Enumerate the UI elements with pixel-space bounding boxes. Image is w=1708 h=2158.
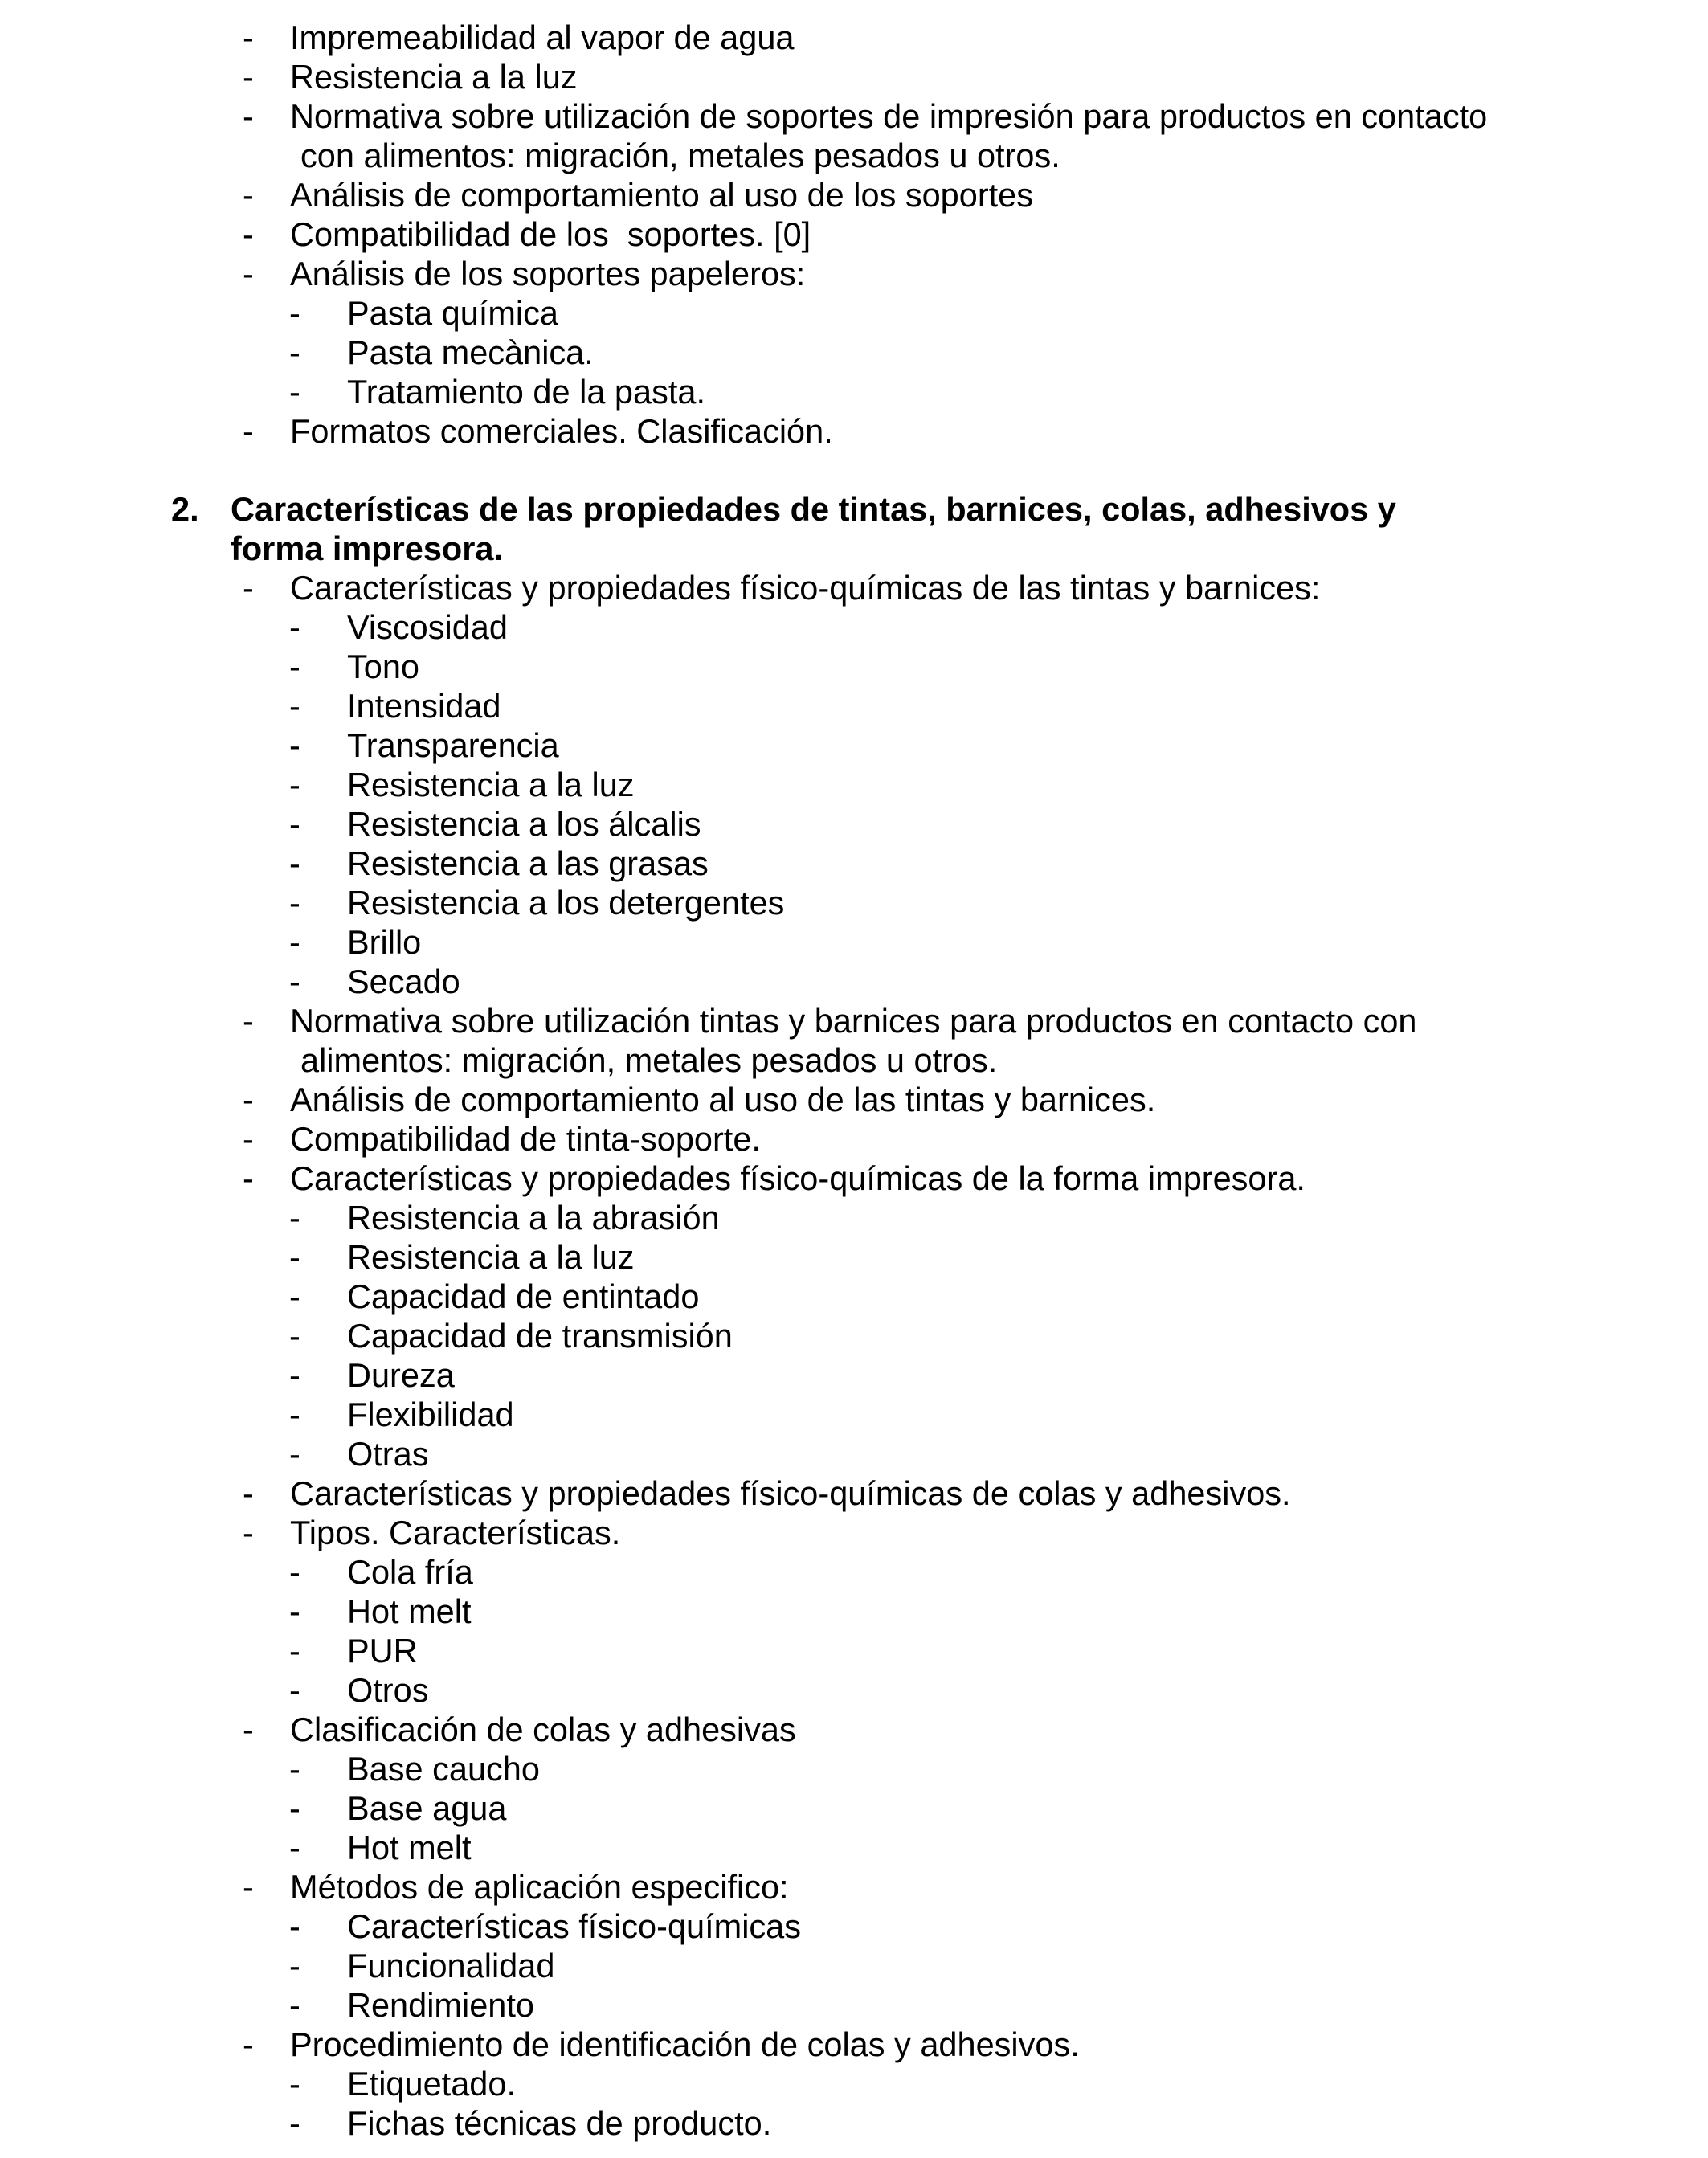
- sub-list-item-text: Resistencia a los detergentes: [347, 884, 785, 922]
- bullet-dash: -: [289, 1907, 300, 1945]
- bullet-dash: -: [243, 1120, 254, 1158]
- bullet-dash: -: [243, 1081, 254, 1118]
- sub-list-item-text: Base caucho: [347, 1750, 540, 1788]
- list-item-text: Compatibilidad de los soportes. [0]: [290, 215, 811, 253]
- bullet-dash: -: [289, 1632, 300, 1670]
- list-item-text: Clasificación de colas y adhesivas: [290, 1710, 796, 1748]
- bullet-dash: -: [243, 1868, 254, 1906]
- list-item-text: Impremeabilidad al vapor de agua: [290, 18, 795, 56]
- sub-list-item-text: Funcionalidad: [347, 1947, 555, 1984]
- list-item-text: Procedimiento de identificación de colas y adhesivos.: [290, 2025, 1080, 2063]
- sub-list-item-text: Cola fría: [347, 1553, 473, 1591]
- document-page: - Impremeabilidad al vapor de agua - Resistencia a la luz - Normativa sobre utilización de soportes de impresión para productos en contacto con alimentos: migración, metales pesados u otros. - Análisis de comportamiento al uso de los soportes - Compatibilidad de los soportes. [0] - Análisis de los soportes papeleros: - Pasta química - Pasta mecànica. - Tratamiento de la pasta. - Formatos comerciales. Clasificación. 2. Características de las propiedades de tintas, barnices, colas, adhesivos y forma impresora. - Características y propiedades físico-químicas de las tintas y barnices: - Viscosidad - Tono - Intensidad - Transparencia - Resistencia a la luz - Resistencia a los álcalis - Resistencia a las grasas - Resistencia a los detergentes - Brillo - Secado - Normativa sobre utilización tintas y barnices para productos en contacto con alimentos: migración, metales pesados u otros. - Análisis de comportamiento al uso de las tintas y barnices. - Compatibilidad de tinta-soporte. - Características y propiedades físico-químicas de la forma impresora. - Resistencia a la abrasión - Resistencia a la luz - Capacidad de entintado - Capacidad de transmisión - Dureza - Flexibilidad - Otras - Características y propiedades físico-químicas de colas y adhesivos. - Tipos. Características. - Cola fría - Hot melt - PUR - Otros - Clasificación de colas y adhesivas - Base caucho - Base agua - Hot melt - Métodos de aplicación especifico: - Características físico-químicas - Funcionalidad - Rendimiento - Procedimiento de identificación de colas y adhesivos. - Etiquetado. - Fichas técnicas de producto.: [171, 18, 1488, 2142]
- bullet-dash: -: [289, 963, 300, 1000]
- bullet-dash: -: [243, 1474, 254, 1512]
- bullet-dash: -: [289, 1986, 300, 2024]
- list-item-text: con alimentos: migración, metales pesados u otros.: [300, 137, 1060, 174]
- sub-list-item-text: Tratamiento de la pasta.: [347, 373, 705, 411]
- bullet-dash: -: [289, 2065, 300, 2103]
- bullet-dash: -: [289, 373, 300, 411]
- sub-list-item-text: Secado: [347, 963, 460, 1000]
- bullet-dash: -: [243, 2025, 254, 2063]
- sub-list-item-text: Resistencia a la luz: [347, 766, 635, 803]
- list-item-text: alimentos: migración, metales pesados u otros.: [300, 1041, 998, 1079]
- bullet-dash: -: [243, 215, 254, 253]
- bullet-dash: -: [289, 2104, 300, 2142]
- bullet-dash: -: [289, 923, 300, 961]
- bullet-dash: -: [289, 1750, 300, 1788]
- bullet-dash: -: [289, 608, 300, 646]
- list-item-text: Características y propiedades físico-químicas de la forma impresora.: [290, 1159, 1306, 1197]
- bullet-dash: -: [289, 1396, 300, 1433]
- bullet-dash: -: [243, 1002, 254, 1040]
- sub-list-item-text: Etiquetado.: [347, 2065, 516, 2103]
- list-item-text: Análisis de comportamiento al uso de las tintas y barnices.: [290, 1081, 1156, 1118]
- bullet-dash: -: [289, 1671, 300, 1709]
- sub-list-item-text: Pasta mecànica.: [347, 333, 594, 371]
- sub-list-item-text: Capacidad de entintado: [347, 1277, 700, 1315]
- bullet-dash: -: [243, 58, 254, 96]
- sub-list-item-text: Resistencia a las grasas: [347, 844, 709, 882]
- sub-list-item-text: Pasta química: [347, 294, 558, 332]
- bullet-dash: -: [289, 1435, 300, 1473]
- sub-list-item-text: Resistencia a la abrasión: [347, 1199, 720, 1236]
- bullet-dash: -: [243, 97, 254, 135]
- bullet-dash: -: [289, 1277, 300, 1315]
- bullet-dash: -: [243, 1710, 254, 1748]
- sub-list-item-text: Fichas técnicas de producto.: [347, 2104, 772, 2142]
- bullet-dash: -: [243, 18, 254, 56]
- bullet-dash: -: [289, 648, 300, 685]
- sub-list-item-text: Viscosidad: [347, 608, 508, 646]
- bullet-dash: -: [289, 766, 300, 803]
- sub-list-item-text: Transparencia: [347, 726, 559, 764]
- bullet-dash: -: [289, 1317, 300, 1355]
- sub-list-item-text: Base agua: [347, 1789, 507, 1827]
- list-item-text: Normativa sobre utilización de soportes de impresión para productos en contacto: [290, 97, 1488, 135]
- list-item-text: Análisis de comportamiento al uso de los soportes: [290, 176, 1034, 214]
- sub-list-item-text: Otros: [347, 1671, 429, 1709]
- list-item-text: Compatibilidad de tinta-soporte.: [290, 1120, 761, 1158]
- bullet-dash: -: [289, 1592, 300, 1630]
- bullet-dash: -: [289, 1199, 300, 1236]
- bullet-dash: -: [243, 569, 254, 607]
- sub-list-item-text: Tono: [347, 648, 419, 685]
- bullet-dash: -: [289, 1238, 300, 1276]
- sub-list-item-text: Capacidad de transmisión: [347, 1317, 733, 1355]
- sub-list-item-text: Brillo: [347, 923, 422, 961]
- sub-list-item-text: Intensidad: [347, 687, 501, 725]
- section-title-text: forma impresora.: [231, 529, 504, 567]
- list-item-text: Formatos comerciales. Clasificación.: [290, 412, 833, 450]
- list-item-text: Características y propiedades físico-químicas de las tintas y barnices:: [290, 569, 1321, 607]
- sub-list-item-text: Otras: [347, 1435, 429, 1473]
- bullet-dash: -: [289, 884, 300, 922]
- section-number: 2.: [171, 490, 199, 528]
- list-item-text: Tipos. Características.: [290, 1514, 621, 1551]
- list-item-text: Resistencia a la luz: [290, 58, 578, 96]
- bullet-dash: -: [289, 1947, 300, 1984]
- bullet-dash: -: [289, 726, 300, 764]
- sub-list-item-text: Rendimiento: [347, 1986, 534, 2024]
- sub-list-item-text: Características físico-químicas: [347, 1907, 802, 1945]
- bullet-dash: -: [243, 1514, 254, 1551]
- bullet-dash: -: [289, 1356, 300, 1394]
- bullet-dash: -: [289, 844, 300, 882]
- sub-list-item-text: Hot melt: [347, 1829, 472, 1866]
- list-item-text: Análisis de los soportes papeleros:: [290, 255, 806, 292]
- sub-list-item-text: Dureza: [347, 1356, 455, 1394]
- bullet-dash: -: [243, 176, 254, 214]
- sub-list-item-text: PUR: [347, 1632, 418, 1670]
- bullet-dash: -: [289, 333, 300, 371]
- bullet-dash: -: [243, 412, 254, 450]
- sub-list-item-text: Resistencia a la luz: [347, 1238, 635, 1276]
- bullet-dash: -: [289, 805, 300, 843]
- bullet-dash: -: [243, 255, 254, 292]
- bullet-dash: -: [243, 1159, 254, 1197]
- bullet-dash: -: [289, 1553, 300, 1591]
- sub-list-item-text: Hot melt: [347, 1592, 472, 1630]
- list-item-text: Características y propiedades físico-químicas de colas y adhesivos.: [290, 1474, 1291, 1512]
- bullet-dash: -: [289, 687, 300, 725]
- sub-list-item-text: Flexibilidad: [347, 1396, 514, 1433]
- sub-list-item-text: Resistencia a los álcalis: [347, 805, 701, 843]
- bullet-dash: -: [289, 1829, 300, 1866]
- list-item-text: Métodos de aplicación especifico:: [290, 1868, 789, 1906]
- bullet-dash: -: [289, 294, 300, 332]
- bullet-dash: -: [289, 1789, 300, 1827]
